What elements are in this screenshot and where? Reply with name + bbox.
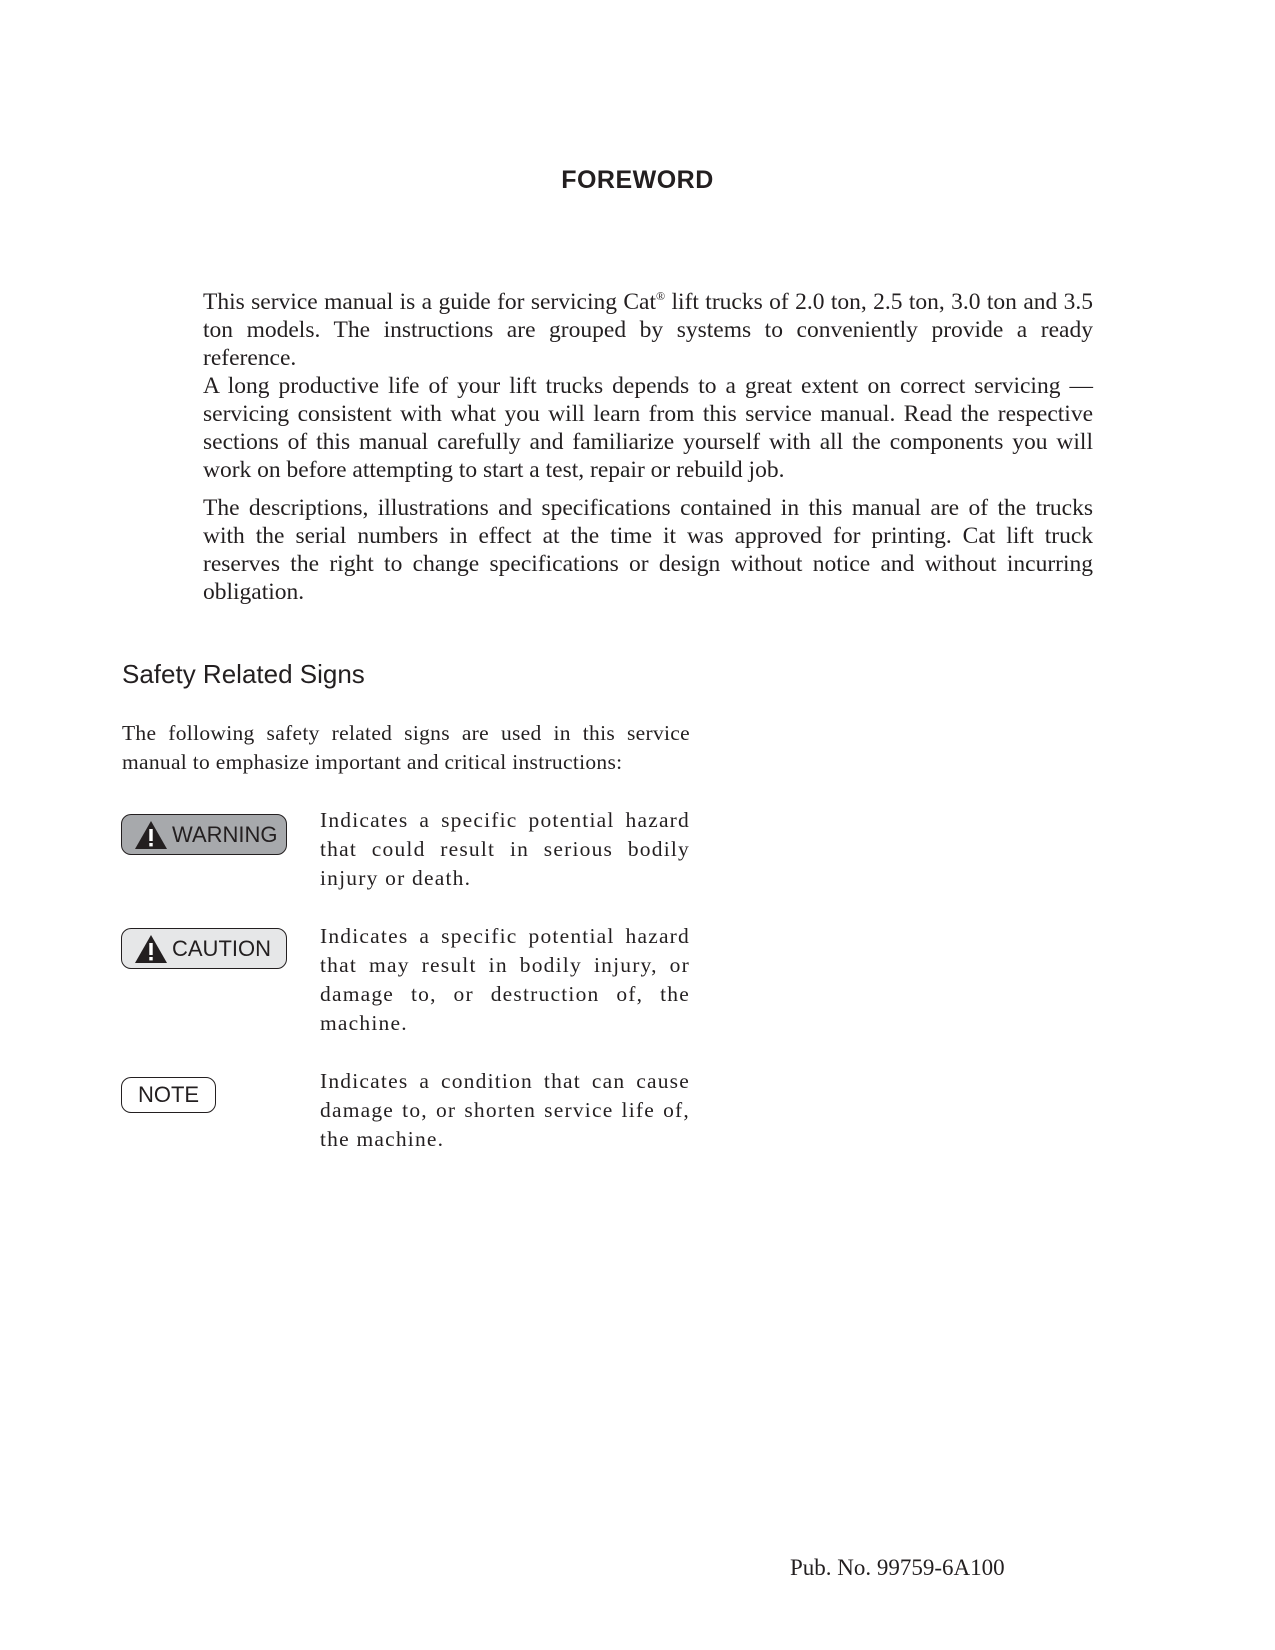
note-sign-badge [121, 1077, 216, 1113]
note-description: Indicates a condition that can cause damage to, or shorten service life of, the machine. [320, 1069, 690, 1151]
warning-triangle-icon [133, 819, 169, 851]
warning-label: WARNING [172, 821, 278, 847]
paragraph-text: lift trucks of 2.0 ton, 2.5 ton, 3.0 ton and 3.5 ton models. The instructions are grouped by systems to conveniently provide a ready reference. [203, 289, 1093, 371]
registered-mark: ® [656, 289, 666, 303]
caution-sign-badge [121, 928, 287, 969]
publication-number: Pub. No. 99759-6A100 [790, 1555, 1005, 1580]
foreword-body [203, 288, 1093, 606]
caution-label: CAUTION [172, 935, 271, 961]
section-heading: Safety Related Signs [122, 659, 365, 689]
warning-triangle-icon [133, 933, 169, 965]
paragraph-text: This service manual is a guide for servicing Cat [203, 289, 657, 315]
foreword-paragraph-1 [203, 288, 1093, 372]
foreword-paragraph-3: The descriptions, illustrations and specifications contained in this manual are of the trucks with the serial numbers in effect at the time it was approved for printing. Cat lift truck reserves the right to change specifications or design without notice and without incurring obligation. [203, 495, 1093, 605]
page-title: FOREWORD [561, 166, 714, 194]
caution-description: Indicates a specific potential hazard that may result in bodily injury, or damage to, or destruction of, the machine. [320, 924, 690, 1035]
section-intro: The following safety related signs are used in this service manual to emphasize important and critical instructions: [122, 721, 690, 774]
warning-sign-badge [121, 814, 287, 855]
note-label: NOTE [137, 1082, 200, 1107]
warning-description: Indicates a specific potential hazard that could result in serious bodily injury or death. [320, 808, 690, 890]
foreword-paragraph-2: A long productive life of your lift trucks depends to a great extent on correct servicing — servicing consistent with what you will learn from this service manual. Read the respective sections of this manual carefully and familiarize yourself with all the components you will work on before attempting to start a test, repair or rebuild job. [203, 373, 1093, 483]
